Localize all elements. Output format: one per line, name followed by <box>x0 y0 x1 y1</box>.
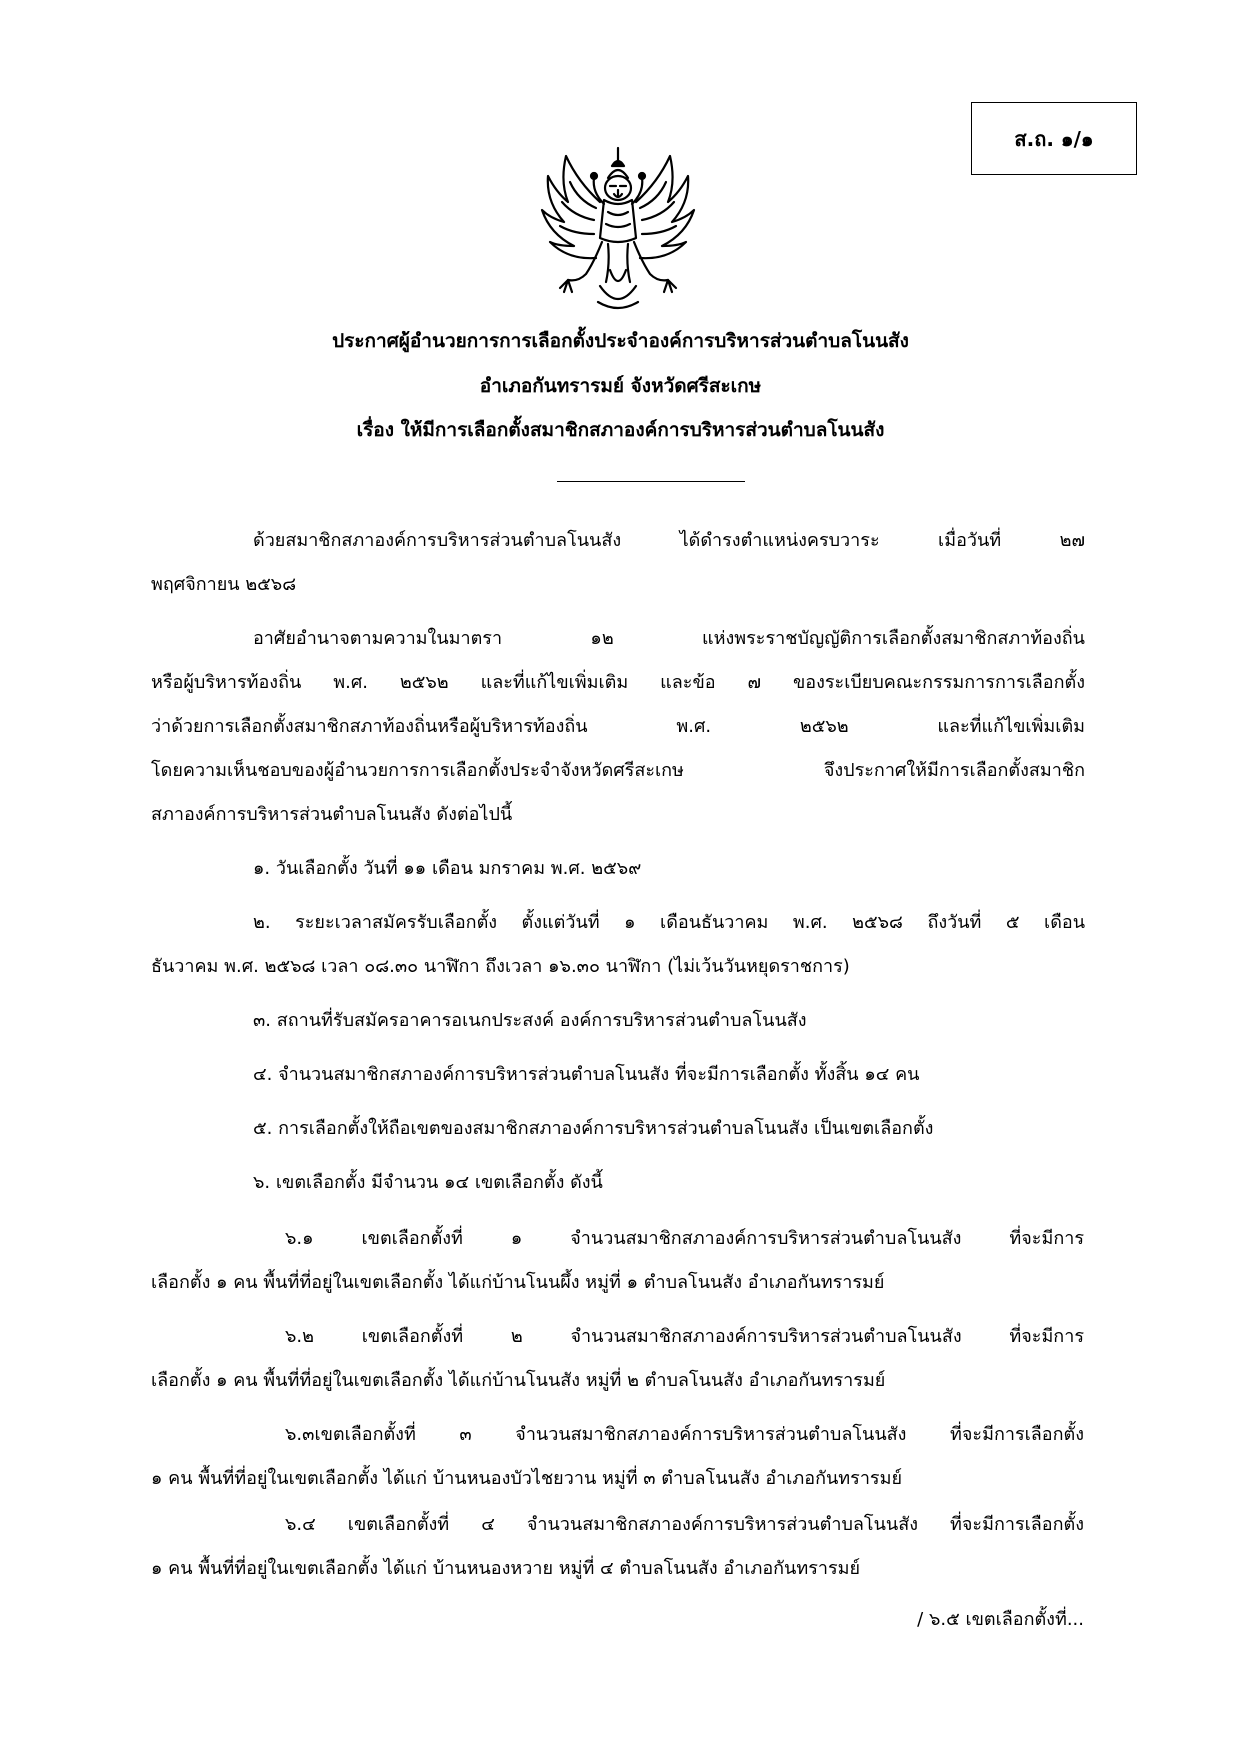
paragraph-1-line-2: พฤศจิกายน ๒๕๖๘ <box>151 574 297 595</box>
subitem-6-1-line-2: เลือกตั้ง ๑ คน พื้นที่ที่อยู่ในเขตเลือกตั้ง ได้แก่บ้านโนนผึ้ง หมู่ที่ ๑ ตำบลโนนสัง อำเภอกันทรารมย์ <box>151 1272 885 1293</box>
item-3-location: ๓. สถานที่รับสมัครอาคารอเนกประสงค์ องค์การบริหารส่วนตำบลโนนสัง <box>253 1010 807 1031</box>
item-5-district-rule: ๕. การเลือกตั้งให้ถือเขตของสมาชิกสภาองค์การบริหารส่วนตำบลโนนสัง เป็นเขตเลือกตั้ง <box>253 1118 934 1139</box>
paragraph-1-line-1: ด้วยสมาชิกสภาองค์การบริหารส่วนตำบลโนนสัง ได้ดำรงตำแหน่งครบวาระ เมื่อวันที่ ๒๗ <box>253 530 1085 551</box>
announcement-title: ประกาศผู้อำนวยการการเลือกตั้งประจำองค์การบริหารส่วนตำบลโนนสัง <box>332 330 909 352</box>
subitem-6-1-line-1: ๖.๑ เขตเลือกตั้งที่ ๑ จำนวนสมาชิกสภาองค์การบริหารส่วนตำบลโนนสัง ที่จะมีการ <box>285 1228 1084 1249</box>
subitem-6-2-line-2: เลือกตั้ง ๑ คน พื้นที่ที่อยู่ในเขตเลือกตั้ง ได้แก่บ้านโนนสัง หมู่ที่ ๒ ตำบลโนนสัง อำเภอกันทรารมย์ <box>151 1370 886 1391</box>
paragraph-2-line-1: อาศัยอำนาจตามความในมาตรา ๑๒ แห่งพระราชบัญญัติการเลือกตั้งสมาชิกสภาท้องถิ่น <box>253 628 1085 649</box>
subitem-6-2-line-1: ๖.๒ เขตเลือกตั้งที่ ๒ จำนวนสมาชิกสภาองค์การบริหารส่วนตำบลโนนสัง ที่จะมีการ <box>285 1326 1084 1347</box>
subitem-6-4-line-1: ๖.๔ เขตเลือกตั้งที่ ๔ จำนวนสมาชิกสภาองค์การบริหารส่วนตำบลโนนสัง ที่จะมีการเลือกตั้ง <box>285 1514 1084 1535</box>
title-divider <box>557 481 745 482</box>
item-2-line-2: ธันวาคม พ.ศ. ๒๕๖๘ เวลา ๐๘.๓๐ นาฬิกา ถึงเวลา ๑๖.๓๐ นาฬิกา (ไม่เว้นวันหยุดราชการ) <box>151 956 850 977</box>
paragraph-2-line-3: ว่าด้วยการเลือกตั้งสมาชิกสภาท้องถิ่นหรือผู้บริหารท้องถิ่น พ.ศ. ๒๕๖๒ และที่แก้ไขเพิ่มเติม <box>151 716 1085 737</box>
subitem-6-4-line-2: ๑ คน พื้นที่ที่อยู่ในเขตเลือกตั้ง ได้แก่ บ้านหนองหวาย หมู่ที่ ๔ ตำบลโนนสัง อำเภอกันทรารมย์ <box>151 1558 861 1579</box>
garuda-emblem-icon <box>538 142 698 316</box>
form-code: ส.ถ. ๑/๑ <box>1014 126 1094 151</box>
item-2-line-1: ๒. ระยะเวลาสมัครรับเลือกตั้ง ตั้งแต่วันที่ ๑ เดือนธันวาคม พ.ศ. ๒๕๖๘ ถึงวันที่ ๕ เดือน <box>253 912 1085 933</box>
paragraph-2-line-2: หรือผู้บริหารท้องถิ่น พ.ศ. ๒๕๖๒ และที่แก้ไขเพิ่มเติม และข้อ ๗ ของระเบียบคณะกรรมการการเลือกตั้ง <box>151 672 1085 693</box>
subitem-6-3-line-2: ๑ คน พื้นที่ที่อยู่ในเขตเลือกตั้ง ได้แก่ บ้านหนองบัวไชยวาน หมู่ที่ ๓ ตำบลโนนสัง อำเภอกันทรารมย์ <box>151 1468 903 1489</box>
paragraph-2-line-4: โดยความเห็นชอบของผู้อำนวยการการเลือกตั้งประจำจังหวัดศรีสะเกษ จึงประกาศให้มีการเลือกตั้งสมาชิก <box>151 760 1085 781</box>
subject-line: เรื่อง ให้มีการเลือกตั้งสมาชิกสภาองค์การบริหารส่วนตำบลโนนสัง <box>356 419 885 441</box>
district-province-line: อำเภอกันทรารมย์ จังหวัดศรีสะเกษ <box>479 375 762 397</box>
item-6-districts: ๖. เขตเลือกตั้ง มีจำนวน ๑๔ เขตเลือกตั้ง ดังนี้ <box>253 1172 603 1193</box>
paragraph-2-line-5: สภาองค์การบริหารส่วนตำบลโนนสัง ดังต่อไปนี้ <box>151 804 513 825</box>
item-1-election-date: ๑. วันเลือกตั้ง วันที่ ๑๑ เดือน มกราคม พ.ศ. ๒๕๖๙ <box>253 858 642 879</box>
subitem-6-3-line-1: ๖.๓เขตเลือกตั้งที่ ๓ จำนวนสมาชิกสภาองค์การบริหารส่วนตำบลโนนสัง ที่จะมีการเลือกตั้ง <box>285 1424 1084 1445</box>
item-4-member-count: ๔. จำนวนสมาชิกสภาองค์การบริหารส่วนตำบลโนนสัง ที่จะมีการเลือกตั้ง ทั้งสิ้น ๑๔ คน <box>253 1064 920 1085</box>
continuation-note: / ๖.๕ เขตเลือกตั้งที่... <box>917 1609 1084 1630</box>
form-code-box <box>971 102 1137 175</box>
